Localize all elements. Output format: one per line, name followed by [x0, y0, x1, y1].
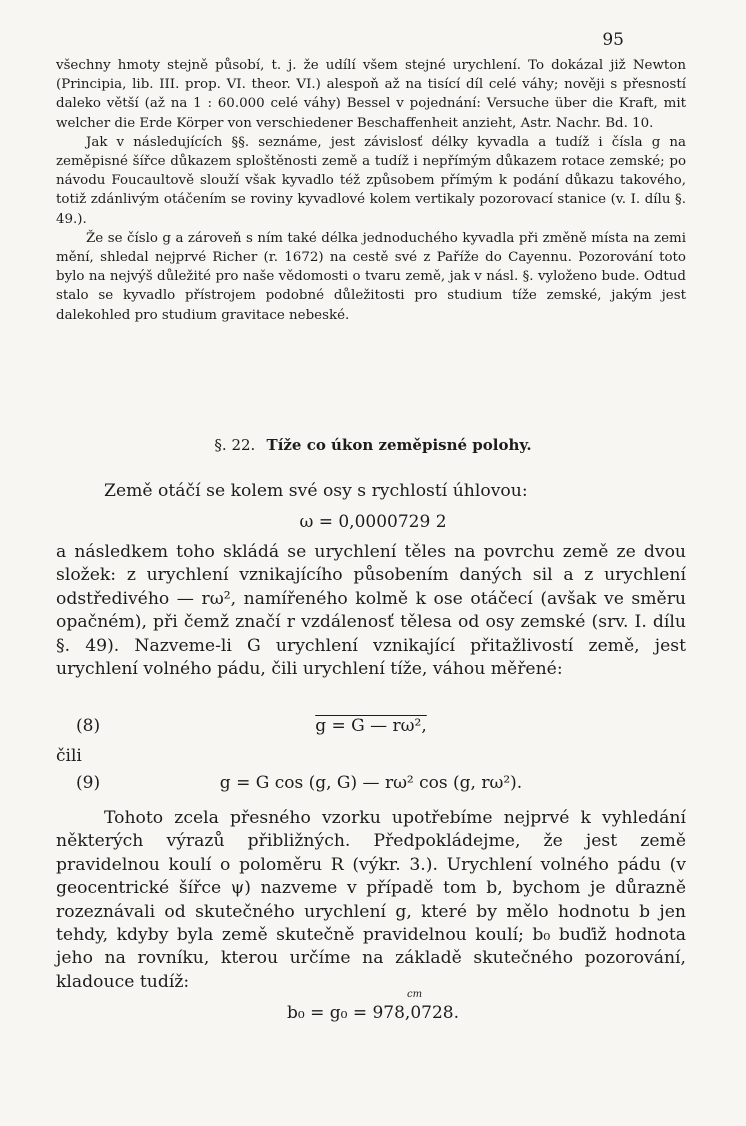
- section-heading: [0, 436, 746, 454]
- equation-omega: ω = 0,0000729 2: [299, 512, 447, 532]
- text-rotation: Země otáčí se kolem své osy s rychlostí úhlovou:: [104, 481, 528, 501]
- paragraph-3: Že se číslo g a zároveň s ním také délka jednoduchého kyvadla při změně místa na zemi mění, shledal nejprvé Richer (r. 1672) na cestě své z Paříže do Cayennu. Pozorování toto bylo na nejvýš důležité pro naše vědomosti o tvaru země, jak v násl. §. vyloženo bude. Odtud stalo se kyvadlo přístrojem podobné důležitosti pro studium tíže zemské, jakým jest dalekohled pro studium gravitace nebeské.: [56, 230, 686, 323]
- equation-8-label: (8): [76, 716, 101, 736]
- body-text-1: [56, 541, 686, 681]
- small-print-block: [56, 56, 686, 325]
- text-approximation: Tohoto zcela přesného vzorku upotřebíme nejprvé k vyhledání některých výrazů přibližných. Předpokládejme, že jest země pravidelnou koulí o poloměru R (výkr. 3.). Urychlení volného pádu (v geocentrické šířce ψ) nazveme v případě tom b, bychom je důrazně rozeznávali od skutečného urychlení g, které by mělo hodnotu b jen tehdy, kdyby byla země skutečně pravidelnou koulí; b₀ buďiž hodnota jeho na rovníku, kterou určíme na základě skutečného pozorování, kladouce tudíž:: [56, 808, 686, 992]
- text-acceleration: a následkem toho skládá se urychlení těles na povrchu země ze dvou složek: z urychlení vznikajícího působením daných sil a z urychlení odstředivého — rω², namířeného kolmě k ose otáčecí (avšak ve směru opačném), při čemž značí r vzdálenosť tělesa od osy zemské (srv. I. dílu §. 49). Nazveme-li G urychlení vznikající přitažlivostí země, jest urychlení volného pádu, čili urychlení tíže, váhou měřené:: [56, 542, 686, 680]
- word-cili: čili: [56, 746, 82, 766]
- section-number: §. 22.: [214, 436, 256, 454]
- equation-final-group: [286, 989, 460, 1023]
- section-title: Tíže co úkon zeměpisné polohy.: [266, 436, 532, 454]
- paragraph-2: Jak v následujících §§. seznáme, jest závislosť délky kyvadla a tudíž i čísla g na zeměpisné šířce důkazem sploštěnosti země a tudíž i nepřímým důkazem rotace zemské; po návodu Foucaultově slouží však kyvadlo též způsobem přímým k podání důkazu takového, totiž zdánlivým otáčením se roviny kyvadlové kolem vertikaly pozorovací stanice (v. I. dílu §. 49.).: [56, 134, 686, 227]
- paragraph-1: všechny hmoty stejně působí, t. j. že udílí všem stejné urychlení. To dokázal již Newton (Principia, lib. III. prop. VI. theor. VI.) alespoň až na tisící díl celé váhy; nověji s přesností daleko větší (až na 1 : 60.000 celé váhy) Bessel v pojednání: Versuche über die Kraft, mit welcher die Erde Körper von verschiedener Beschaffenheit anzieht, Astr. Nachr. Bd. 10.: [56, 58, 686, 131]
- body-text-2: [56, 807, 686, 994]
- page-number: 95: [602, 30, 624, 50]
- equation-final: [0, 989, 746, 1023]
- equation-9-body: g = G cos (g, G) — rω² cos (g, rω²).: [219, 773, 523, 793]
- equation-final-body: b₀ = g₀ = 978,0728.: [286, 1003, 460, 1023]
- equation-8-body: g = G — rω²,: [315, 716, 427, 736]
- equation-9-label: (9): [76, 773, 101, 793]
- unit-label: cm: [406, 989, 423, 1000]
- intro-text: [56, 480, 686, 503]
